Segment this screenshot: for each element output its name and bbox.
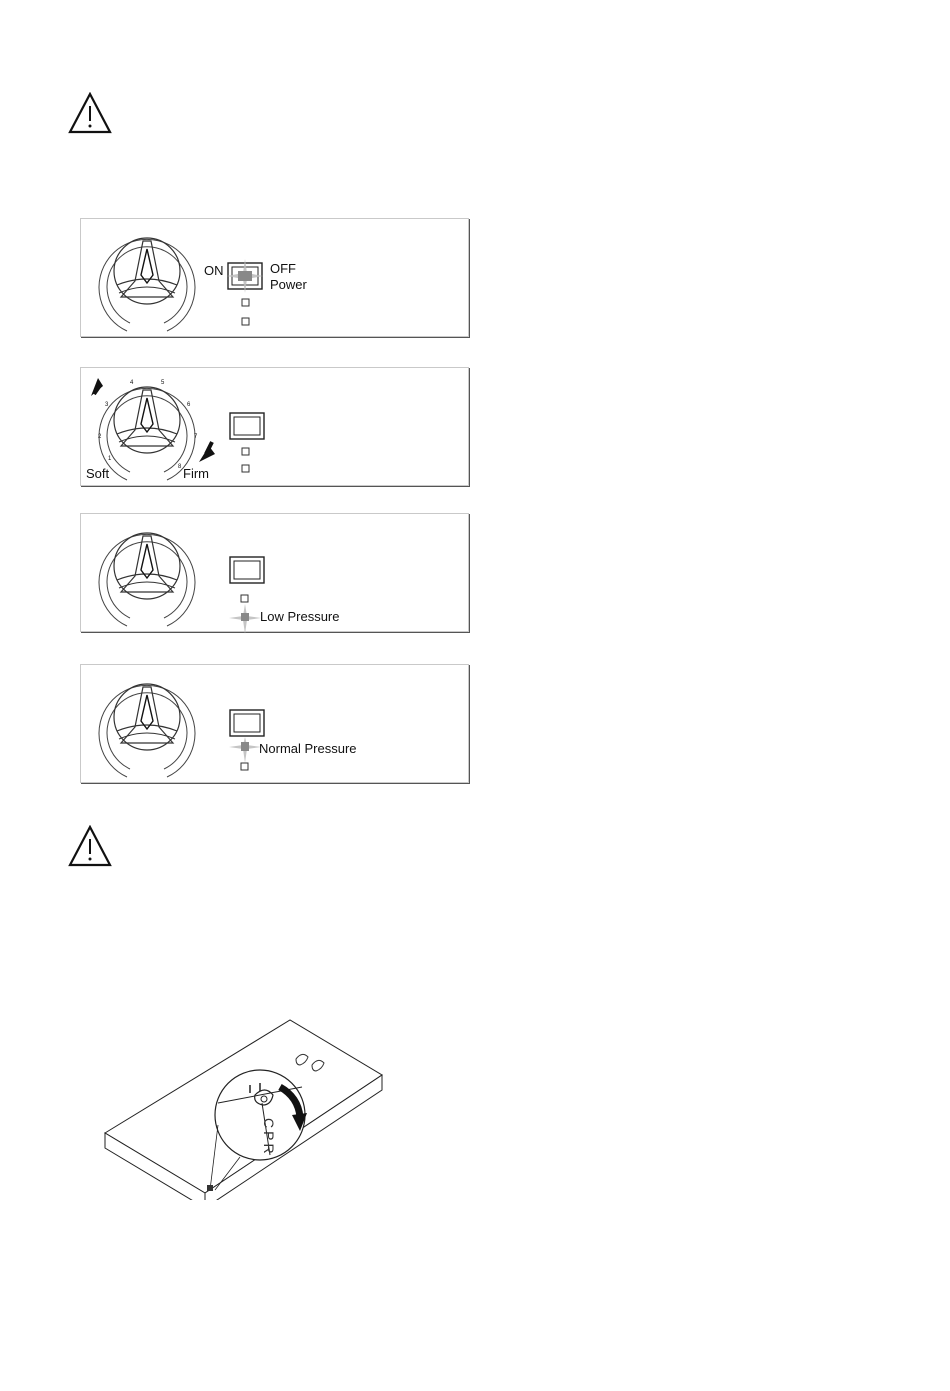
normal-pressure-panel bbox=[80, 664, 469, 783]
power-switch-icon[interactable] bbox=[229, 709, 265, 739]
dial-number: 1 bbox=[108, 456, 112, 462]
indicator-led-icon bbox=[241, 447, 251, 477]
power-switch-icon[interactable] bbox=[227, 259, 267, 295]
dial-icon bbox=[81, 368, 468, 485]
low-pressure-panel bbox=[80, 513, 469, 632]
power-switch-icon[interactable] bbox=[229, 412, 265, 442]
normal-pressure-label: Normal Pressure bbox=[259, 741, 357, 756]
mattress-illustration bbox=[100, 1015, 390, 1200]
dial-number: 7 bbox=[194, 434, 198, 440]
on-label: ON bbox=[204, 263, 224, 278]
dial-number: 3 bbox=[105, 402, 109, 408]
power-panel bbox=[80, 218, 469, 337]
firmness-panel bbox=[80, 367, 469, 486]
power-switch-icon[interactable] bbox=[229, 556, 265, 586]
dial-number: 5 bbox=[161, 380, 165, 386]
soft-label: Soft bbox=[86, 466, 110, 481]
warning-icon bbox=[68, 92, 112, 134]
dial-number: 2 bbox=[98, 434, 102, 440]
cpr-label: CPR bbox=[261, 1118, 277, 1157]
dial-number: 4 bbox=[130, 380, 134, 386]
low-pressure-label: Low Pressure bbox=[260, 609, 340, 624]
warning-icon bbox=[68, 825, 112, 867]
dial-number: 8 bbox=[178, 464, 182, 470]
indicator-led-icon bbox=[241, 298, 251, 328]
power-label: Power bbox=[270, 277, 307, 292]
firm-label: Firm bbox=[183, 466, 209, 481]
dial-icon bbox=[81, 665, 468, 782]
dial-number: 6 bbox=[187, 402, 191, 408]
off-label: OFF bbox=[270, 261, 296, 276]
